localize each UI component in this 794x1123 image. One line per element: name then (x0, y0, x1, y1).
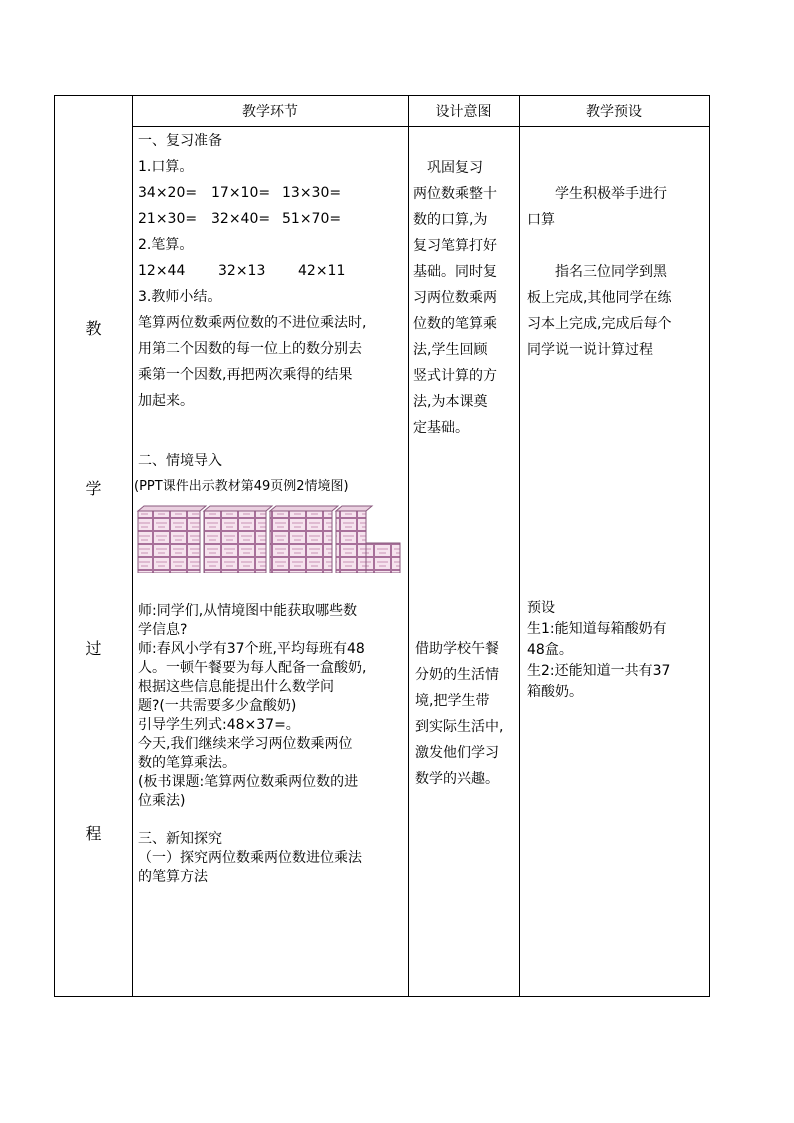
oral-row-2 (138, 206, 406, 232)
explore-sub-line: （一）探究两位数乘两位数进位乘法 (138, 850, 362, 866)
preset-block-2 (527, 259, 707, 363)
written-item: 12×44 (138, 263, 186, 279)
preset-line: 指名三位同学到黑 (527, 264, 667, 280)
dialog-line: 今天,我们继续来学习两位数乘两位 (138, 736, 353, 752)
intent-line: 两位数乘整十 (413, 186, 497, 202)
preset-block-3 (527, 598, 707, 703)
intent-line: 到实际生活中, (415, 719, 504, 735)
intent-line: 激发他们学习 (415, 745, 499, 761)
dialog-line: 数的笔算乘法。 (138, 755, 236, 771)
written-row (138, 258, 406, 284)
side-label-char: 过 (85, 639, 102, 658)
section-title-review: 一、复习准备 (138, 133, 222, 149)
header-design-intent: 设计意图 (435, 104, 492, 120)
intent-line: 定基础。 (413, 420, 469, 436)
dialog-line: 人。一顿午餐要为每人配备一盒酸奶, (138, 660, 367, 676)
ppt-note: (PPT课件出示教材第49页例2情境图) (134, 479, 349, 494)
section-title-situation: 二、情境导入 (138, 453, 222, 469)
preset-line: 生2:还能知道一共有37 (527, 663, 671, 679)
header-teaching-preset: 教学预设 (586, 104, 642, 120)
intent-line: 复习笔算打好 (413, 238, 497, 254)
intent-line: 巩固复习 (413, 160, 483, 176)
intent-line: 习两位数乘两 (413, 290, 497, 306)
intent-line: 分奶的生活情 (415, 667, 499, 683)
intent-line: 竖式计算的方 (413, 368, 497, 384)
preset-line: 同学说一说计算过程 (527, 342, 653, 358)
preset-line: 板上完成,其他同学在练 (527, 290, 672, 306)
oral-item: 13×30= (282, 185, 342, 201)
situation-intro (134, 448, 406, 500)
spacer (138, 811, 406, 830)
oral-item: 51×70= (282, 211, 342, 227)
preset-line: 习本上完成,完成后每个 (527, 316, 672, 332)
intent-line: 法,为本课奠 (413, 394, 488, 410)
side-label-char: 学 (85, 479, 102, 498)
design-intent-block-2 (415, 636, 519, 792)
intent-line: 借助学校午餐 (415, 641, 499, 657)
summary-line: 用第二个因数的每一位上的数分别去 (138, 341, 362, 357)
summary-line: 乘第一个因数,再把两次乘得的结果 (138, 367, 353, 383)
header-divider (132, 126, 709, 127)
oral-calc-title: 1.口算。 (138, 159, 194, 175)
summary-line: 加起来。 (138, 393, 194, 409)
dialog-line: 师:春风小学有37个班,平均每班有48 (138, 641, 365, 657)
dialog-line: (板书课题:笔算两位数乘两位数的进 (138, 774, 359, 790)
dialog-line: 学信息? (138, 622, 188, 638)
explore-sub-line: 的笔算方法 (138, 869, 208, 885)
section-title-explore: 三、新知探究 (138, 831, 222, 847)
dialog-line: 题?(一共需要多少盒酸奶) (138, 698, 297, 714)
intent-line: 境,把学生带 (415, 693, 490, 709)
intent-line: 法,学生回顾 (413, 342, 488, 358)
preset-block-1 (527, 181, 707, 233)
header-teaching-steps: 教学环节 (242, 104, 298, 120)
intent-line: 数的口算,为 (413, 212, 488, 228)
summary-line: 笔算两位数乘两位数的不进位乘法时, (138, 315, 367, 331)
oral-item: 32×40= (211, 211, 271, 227)
dialog-line: 引导学生列式:48×37=。 (138, 717, 300, 733)
yogurt-crates-image (136, 505, 402, 573)
col-divider-1 (132, 96, 133, 996)
preset-line: 48盒。 (527, 642, 573, 658)
dialog-block (138, 602, 406, 887)
teaching-steps-content (138, 128, 406, 414)
written-item: 32×13 (218, 263, 266, 279)
written-item: 42×11 (298, 263, 346, 279)
summary-title: 3.教师小结。 (138, 289, 222, 305)
yogurt-crates-illustration (136, 505, 402, 573)
dialog-line: 师:同学们,从情境图中能获取哪些数 (138, 603, 358, 619)
intent-line: 基础。同时复 (413, 264, 497, 280)
preset-line: 生1:能知道每箱酸奶有 (527, 621, 667, 637)
preset-line: 口算 (527, 212, 555, 228)
oral-item: 17×10= (211, 185, 271, 201)
intent-line: 数学的兴趣。 (415, 771, 499, 787)
preset-line: 箱酸奶。 (527, 684, 583, 700)
written-calc-title: 2.笔算。 (138, 237, 194, 253)
side-label-char: 教 (85, 319, 102, 338)
oral-row-1 (138, 180, 406, 206)
dialog-line: 根据这些信息能提出什么数学问 (138, 679, 334, 695)
col-divider-3 (519, 96, 520, 996)
preset-line: 学生积极举手进行 (527, 186, 667, 202)
intent-line: 位数的笔算乘 (413, 316, 497, 332)
col-divider-2 (408, 96, 409, 996)
oral-item: 21×30= (138, 211, 198, 227)
design-intent-block-1 (413, 155, 517, 441)
dialog-line: 位乘法) (138, 793, 186, 809)
oral-item: 34×20= (138, 185, 198, 201)
side-label-char: 程 (85, 824, 102, 843)
preset-line: 预设 (527, 600, 555, 616)
